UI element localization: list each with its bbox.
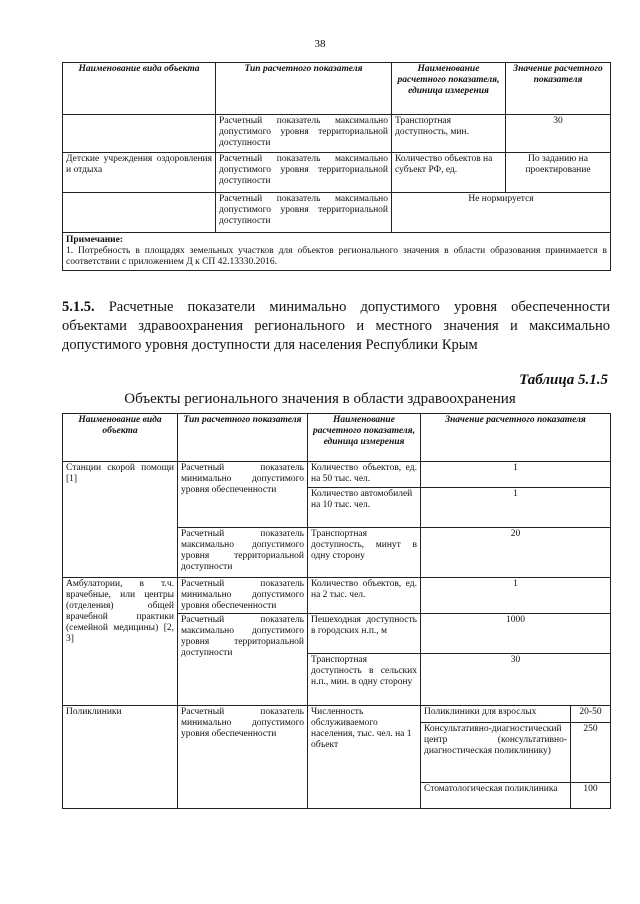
cell-object — [63, 193, 216, 233]
cell-type: Расчетный показатель максимально допустимого уровня территориальной доступности — [216, 115, 392, 153]
cell-value: 1 — [421, 462, 611, 488]
table-row — [63, 462, 611, 488]
header-indicator-type: Тип расчетного показателя — [178, 414, 308, 462]
cell-name: Количество объектов, ед. на 50 тыс. чел. — [308, 462, 421, 488]
sub-label: Поликлиники для взрослых — [421, 706, 571, 723]
cell-name: Количество автомобилей на 10 тыс. чел. — [308, 488, 421, 528]
cell-name: Количество объектов, ед. на 2 тыс. чел. — [308, 578, 421, 614]
cell-object: Детские учреждения оздоровления и отдыха — [63, 153, 216, 193]
healthcare-table — [62, 413, 611, 809]
cell-name: Численность обслуживаемого населения, тыс. чел. на 1 объект — [308, 706, 421, 809]
cell-object: Поликлиники — [63, 706, 178, 809]
header-indicator-value: Значение расчетного показателя — [506, 63, 611, 115]
cell-object: Амбулатории, в т.ч. врачебные, или центры (отделения) общей врачебной практики (семейной медицины) [2, 3] — [63, 578, 178, 706]
table-note — [63, 233, 611, 271]
cell-value: Не нормируется — [392, 193, 611, 233]
cell-type: Расчетный показатель максимально допустимого уровня территориальной доступности — [216, 193, 392, 233]
cell-object — [63, 115, 216, 153]
section-text: Расчетные показатели минимально допустимого уровня обеспеченности объектами здравоохранения регионального и местного значения и максимально допустимого уровня доступности для населения Республики Крым — [62, 299, 611, 353]
cell-value: 1 — [421, 488, 611, 528]
sub-value: 250 — [571, 723, 611, 783]
sub-value: 100 — [571, 783, 611, 809]
sub-label: Консультативно-диагностический центр (консультативно-диагностическая поликлинику) — [421, 723, 571, 783]
page-number: 38 — [314, 38, 326, 50]
header-indicator-name: Наименование расчетного показателя, единица измерения — [308, 414, 421, 462]
cell-type: Расчетный показатель минимально допустимого уровня обеспеченности — [178, 578, 308, 614]
table-title: Объекты регионального значения в области здравоохранения — [124, 391, 516, 407]
cell-type: Расчетный показатель максимально допустимого уровня территориальной доступности — [178, 528, 308, 578]
cell-value: 30 — [421, 654, 611, 706]
cell-value: 1 — [421, 578, 611, 614]
cell-type: Расчетный показатель минимально допустимого уровня обеспеченности — [178, 706, 308, 809]
table-number: Таблица 5.1.5 — [519, 372, 608, 388]
cell-name: Транспортная доступность в сельских н.п., мин. в одну сторону — [308, 654, 421, 706]
cell-type: Расчетный показатель минимально допустимого уровня обеспеченности — [178, 462, 308, 528]
cell-type: Расчетный показатель максимально допустимого уровня территориальной доступности — [216, 153, 392, 193]
cell-name: Количество объектов на субъект РФ, ед. — [392, 153, 506, 193]
sub-value: 20-50 — [571, 706, 611, 723]
cell-value: 30 — [506, 115, 611, 153]
education-table — [62, 62, 611, 271]
header-object-type: Наименование вида объекта — [63, 63, 216, 115]
table-row — [63, 706, 611, 723]
section-number: 5.1.5. — [62, 299, 95, 315]
table-row — [63, 115, 611, 153]
note-title: Примечание: — [66, 235, 124, 245]
cell-value: 20 — [421, 528, 611, 578]
header-indicator-name: Наименование расчетного показателя, единица измерения — [392, 63, 506, 115]
header-object-type: Наименование вида объекта — [63, 414, 178, 462]
section-paragraph — [62, 298, 610, 355]
note-text: 1. Потребность в площадях земельных участков для объектов регионального значения в области образования принимается в соответствии с приложением Д к СП 42.13330.2016. — [66, 246, 607, 267]
cell-name: Транспортная доступность, мин. — [392, 115, 506, 153]
cell-name: Пешеходная доступность в городских н.п., м — [308, 614, 421, 654]
cell-object: Станции скорой помощи [1] — [63, 462, 178, 578]
cell-value: 1000 — [421, 614, 611, 654]
table-row — [63, 193, 611, 233]
cell-type: Расчетный показатель максимально допустимого уровня территориальной доступности — [178, 614, 308, 706]
header-indicator-type: Тип расчетного показателя — [216, 63, 392, 115]
sub-label: Стоматологическая поликлиника — [421, 783, 571, 809]
cell-name: Транспортная доступность, минут в одну сторону — [308, 528, 421, 578]
cell-value: По заданию на проектирование — [506, 153, 611, 193]
table-row — [63, 578, 611, 614]
header-indicator-value: Значение расчетного показателя — [421, 414, 611, 462]
table-row — [63, 153, 611, 193]
